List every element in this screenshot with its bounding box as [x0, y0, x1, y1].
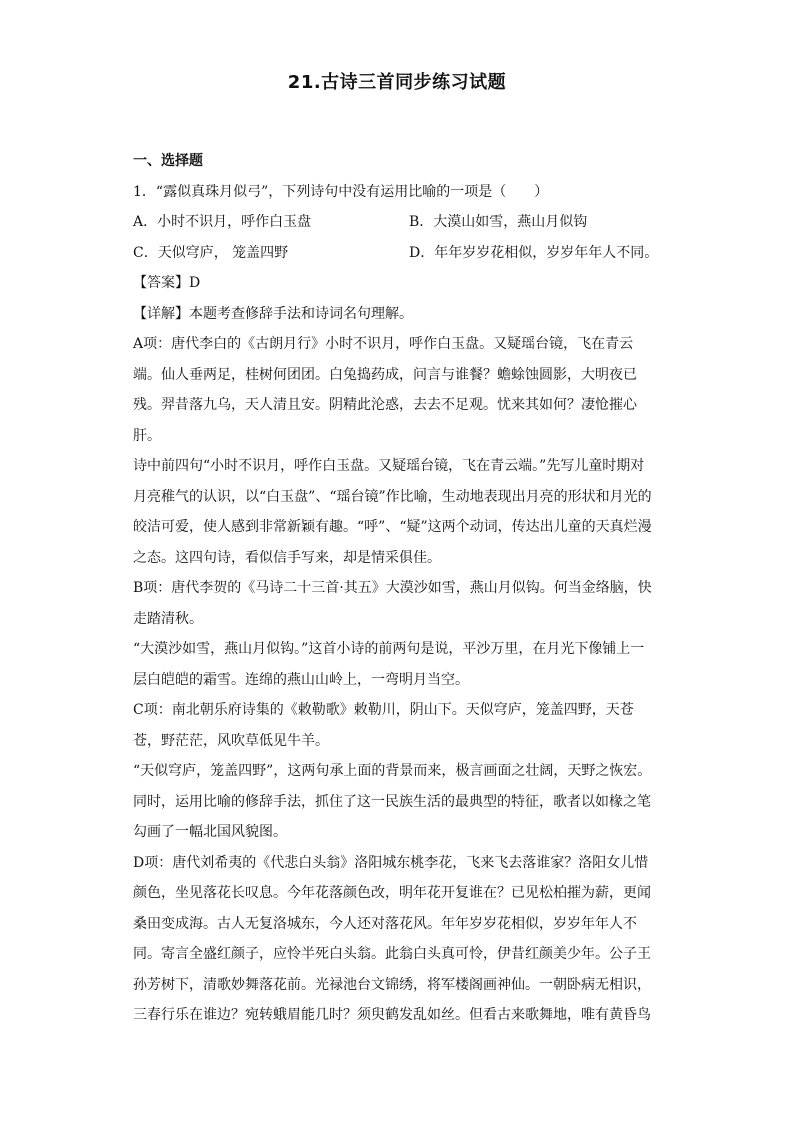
explanation-line: 走踏清秋。: [133, 610, 203, 627]
document-body: [133, 146, 663, 1031]
explanation-lines: [133, 329, 663, 1031]
explanation-line: 端。仙人垂两足，桂树何团团。白兔捣药成，问言与谁餐？蟾蜍蚀圆影，大明夜已: [133, 366, 637, 383]
explanation-line: 勾画了一幅北国风貌图。: [133, 824, 287, 840]
option-b: B．大漠山如雪，燕山月似钩: [409, 214, 588, 230]
section-heading: 一、选择题: [133, 153, 203, 169]
explanation-line: 三春行乐在谁边？宛转蛾眉能几时？须臾鹤发乱如丝。但看古来歌舞地，唯有黄昏鸟: [133, 1007, 651, 1023]
option-grid: [133, 207, 663, 268]
option-c: C．天似穹庐， 笼盖四野: [133, 244, 289, 261]
explanation-line: 肝。: [133, 427, 161, 444]
page-title: 21.古诗三首同步练习试题: [287, 72, 507, 93]
explanation-line: 同。寄言全盛红颜子，应怜半死白头翁。此翁白头真可怜，伊昔红颜美少年。公子王: [133, 946, 651, 962]
explanation-line: 之态。这四句诗，看似信手写来，却是情采俱佳。: [133, 549, 441, 566]
explanation-line: 颜色，坐见落花长叹息。今年花落颜色改，明年花开复谁在？已见松柏摧为薪，更闻: [133, 885, 651, 901]
explanation-line: “大漠沙如雪，燕山月似钩。”这首小诗的前两句是说，平沙万里，在月光下像铺上一: [133, 641, 645, 657]
explanation-line: 层白皑皑的霜雪。连绵的燕山山岭上，一弯明月当空。: [133, 671, 469, 688]
explanation-line: 残。羿昔落九乌，天人清且安。阴精此沦惑，去去不足观。忧来其如何？凄怆摧心: [133, 397, 637, 413]
explanation-line: 桑田变成海。古人无复洛城东，今人还对落花风。年年岁岁花相似，岁岁年年人不: [133, 915, 637, 932]
explanation-line: B项：唐代李贺的《马诗二十三首·其五》大漠沙如雪，燕山月似钩。何当金络脑，快: [133, 580, 652, 596]
explanation-line: 诗中前四句“小时不识月，呼作白玉盘。又疑瑶台镜，飞在青云端。”先写儿童时期对: [133, 458, 645, 474]
explanation-line: 皎洁可爱，使人感到非常新颖有趣。“呼”、“疑”这两个动词，传达出儿童的天真烂漫: [133, 519, 652, 535]
explanation-line: D项：唐代刘希夷的《代悲白头翁》洛阳城东桃李花，飞来飞去落谁家？洛阳女儿惜: [133, 854, 649, 871]
explanation-line: 孙芳树下，清歌妙舞落花前。光禄池台文锦绣，将军楼阁画神仙。一朝卧病无相识，: [133, 976, 651, 993]
detail-intro: 【详解】本题考查修辞手法和诗词名句理解。: [133, 305, 413, 322]
answer-line: 【答案】D: [133, 275, 201, 291]
explanation-line: 同时，运用比喻的修辞手法，抓住了这一民族生活的最典型的特征，歌者以如椽之笔: [133, 793, 651, 810]
option-d: D．年年岁岁花相似，岁岁年年人不同。: [409, 244, 659, 261]
question-stem: 1．“露似真珠月似弓”，下列诗句中没有运用比喻的一项是（ ）: [133, 183, 549, 200]
explanation-line: 月亮稚气的认识，以“白玉盘”、“瑶台镜”作比喻，生动地表现出月亮的形状和月光的: [133, 488, 652, 505]
explanation-line: 苍，野茫茫，风吹草低见牛羊。: [133, 732, 329, 749]
explanation-line: C项：南北朝乐府诗集的《敕勒歌》敕勒川，阴山下。天似穹庐，笼盖四野，天苍: [133, 702, 634, 718]
explanation-line: A项：唐代李白的《古朗月行》小时不识月，呼作白玉盘。又疑瑶台镜，飞在青云: [133, 336, 634, 352]
option-a: A．小时不识月，呼作白玉盘: [133, 214, 312, 230]
explanation-line: “天似穹庐，笼盖四野”，这两句承上面的背景而来，极言画面之壮阔，天野之恢宏。: [133, 763, 652, 779]
